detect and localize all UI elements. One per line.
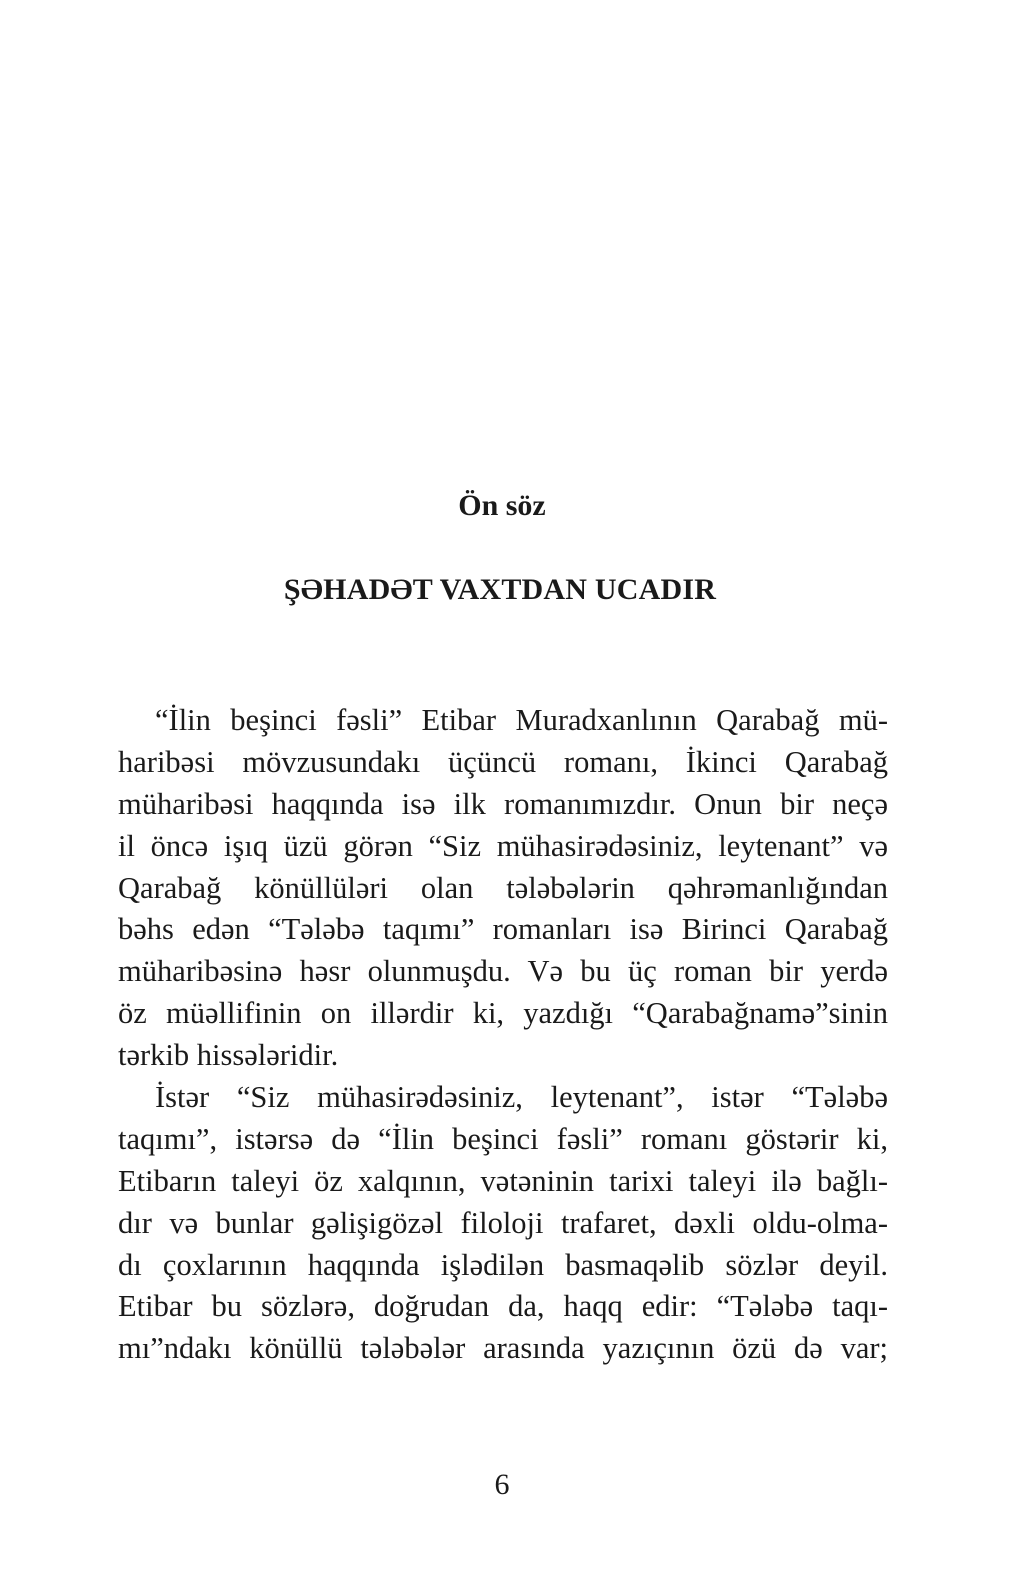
text-line: mı”ndakı könüllü tələbələr arasında yazıçının özü də var;	[118, 1331, 888, 1366]
text-line: il öncə işıq üzü görən “Siz mühasirədəsiniz, leytenant” və	[118, 828, 888, 863]
text-line: Etibar bu sözlərə, doğrudan da, haqq edir: “Tələbə taqı-	[118, 1289, 888, 1324]
body-text	[118, 700, 888, 1370]
text-line: müharibəsi haqqında isə ilk romanımızdır. Onun bir neçə	[118, 786, 888, 821]
text-line: taqımı”, istərsə də “İlin beşinci fəsli” romanı göstərir ki,	[118, 1121, 888, 1156]
preface-heading: Ön söz	[458, 489, 546, 522]
text-line: müharibəsinə həsr olunmuşdu. Və bu üç roman bir yerdə	[118, 954, 888, 989]
text-line: öz müəllifinin on illərdir ki, yazdığı “Qarabağnamə”sinin	[118, 996, 888, 1031]
text-line: “İlin beşinci fəsli” Etibar Muradxanlının Qarabağ mü-	[155, 703, 888, 737]
paragraph	[118, 1077, 888, 1370]
text-line: dır və bunlar gəlişigözəl filoloji trafaret, dəxli oldu-olma-	[118, 1205, 888, 1240]
text-line: haribəsi mövzusundakı üçüncü romanı, İkinci Qarabağ	[118, 744, 888, 779]
text-line: Etibarın taleyi öz xalqının, vətəninin tarixi taleyi ilə bağlı-	[118, 1163, 888, 1198]
text-line: bəhs edən “Tələbə taqımı” romanları isə Birinci Qarabağ	[118, 912, 888, 947]
text-line: dı çoxlarının haqqında işlədilən basmaqəlib sözlər deyil.	[118, 1247, 888, 1282]
text-line: tərkib hissələridir.	[118, 1038, 339, 1073]
text-line: İstər “Siz mühasirədəsiniz, leytenant”, istər “Tələbə	[155, 1080, 888, 1115]
page-number: 6	[494, 1468, 510, 1501]
text-line: Qarabağ könüllüləri olan tələbələrin qəhrəmanlığından	[118, 870, 888, 905]
chapter-title: ŞƏHADƏT VAXTDAN UCADIR	[283, 573, 717, 606]
paragraph	[118, 700, 888, 1077]
